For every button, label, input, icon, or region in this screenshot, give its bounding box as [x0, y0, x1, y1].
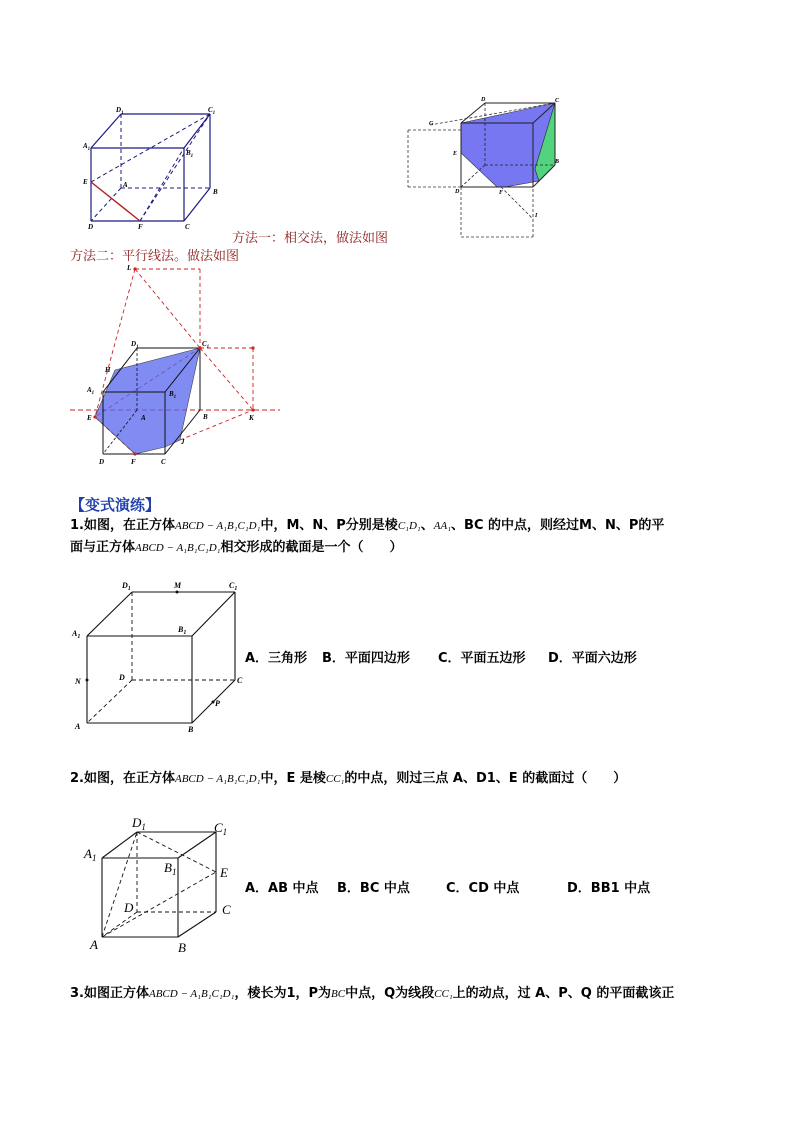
label-i: I: [535, 213, 538, 219]
label-d1: $D_1$: [122, 581, 131, 592]
label-a: A: [90, 937, 98, 952]
figure-cube-intersection-method: [405, 95, 565, 240]
label-a1: $A_1$: [83, 142, 91, 152]
label-k: K: [249, 414, 254, 422]
label-j: J: [181, 438, 185, 446]
label-g: G: [429, 121, 434, 127]
label-f: F: [499, 190, 504, 196]
label-f: F: [138, 223, 143, 230]
q1-option-b: B．平面四边形: [322, 651, 410, 666]
label-c: C: [237, 676, 243, 685]
label-c: C: [161, 458, 166, 466]
label-b1: $B_1$: [164, 860, 177, 877]
label-l: L: [127, 264, 132, 272]
q1-option-d: D．平面六边形: [548, 651, 637, 666]
label-b1: $B_1$: [186, 149, 194, 159]
section-heading: 【变式演练】: [70, 496, 161, 514]
label-b1: $B_1$: [178, 625, 187, 636]
label-d: D: [88, 223, 94, 230]
figure-cube-ef-section: [80, 102, 230, 230]
label-c: C: [185, 223, 190, 230]
question-1-cube-figure: [70, 578, 245, 738]
label-c1: $C_1$: [208, 106, 216, 116]
q2-option-d: D．BB1 中点: [567, 881, 651, 896]
question-1-line1: 1.如图，在正方体ABCD − A₁B₁C₁D₁中，M、N、P分别是棱C₁D₁、AA₁、BC 的中点，则经过M、N、P的平: [70, 518, 665, 533]
label-b1: $B_1$: [169, 390, 177, 400]
label-b: B: [188, 725, 194, 734]
question-1-line2: 面与正方体ABCD − A₁B₁C₁D₁相交形成的截面是一个（ ）: [70, 540, 403, 555]
label-c: C: [222, 902, 231, 917]
label-d1: $D_1$: [131, 340, 139, 350]
label-d: D: [455, 189, 460, 195]
label-a1: $A_1$: [84, 846, 97, 863]
label-e: E: [453, 151, 458, 157]
label-d1: $D_1$: [132, 815, 146, 832]
label-d1: $D_1$: [116, 106, 124, 116]
label-h: H: [105, 366, 111, 374]
label-m: M: [174, 581, 182, 590]
method2-caption: 方法二：平行线法。做法如图: [70, 249, 240, 264]
label-n: N: [75, 677, 81, 686]
label-c1: $C_1$: [202, 340, 210, 350]
question-2-text: 2.如图，在正方体ABCD − A₁B₁C₁D₁中，E 是棱CC₁的中点，则过三点 A、D1、E 的截面过（ ）: [70, 771, 627, 786]
q2-option-a: A．AB 中点: [245, 881, 319, 896]
label-d: D: [124, 900, 134, 915]
question-2-cube-figure: [82, 812, 242, 957]
label-c1: $C_1$: [214, 820, 228, 837]
label-e: E: [220, 865, 228, 880]
label-a: A: [123, 181, 128, 189]
q1-option-a: A．三角形: [245, 651, 308, 666]
method1-caption: 方法一：相交法，做法如图: [232, 231, 389, 246]
label-d: D: [119, 673, 125, 682]
label-c1: C: [555, 98, 560, 104]
label-d: D: [99, 458, 105, 466]
label-c1: $C_1$: [229, 581, 238, 592]
label-d1: D: [481, 97, 486, 103]
label-a: A: [141, 414, 146, 422]
label-a1: $A_1$: [72, 629, 81, 640]
label-b: B: [555, 159, 560, 165]
label-b: B: [203, 413, 208, 421]
label-a: A: [75, 722, 81, 731]
figure-cube-parallel-method: [65, 262, 285, 467]
label-e: E: [83, 178, 88, 186]
label-b: B: [178, 940, 186, 955]
q1-option-c: C．平面五边形: [438, 651, 526, 666]
label-b: B: [213, 188, 218, 196]
label-a1: $A_1$: [87, 386, 95, 396]
label-f: F: [131, 458, 136, 466]
label-p: P: [215, 699, 220, 708]
q2-option-c: C．CD 中点: [446, 881, 520, 896]
question-3-text: 3.如图正方体ABCD − A₁B₁C₁D₁，棱长为1，P为BC中点，Q为线段CC₁上的动点，过 A、P、Q 的平面截该正: [70, 986, 675, 1001]
q2-option-b: B．BC 中点: [337, 881, 410, 896]
label-e: E: [87, 414, 92, 422]
